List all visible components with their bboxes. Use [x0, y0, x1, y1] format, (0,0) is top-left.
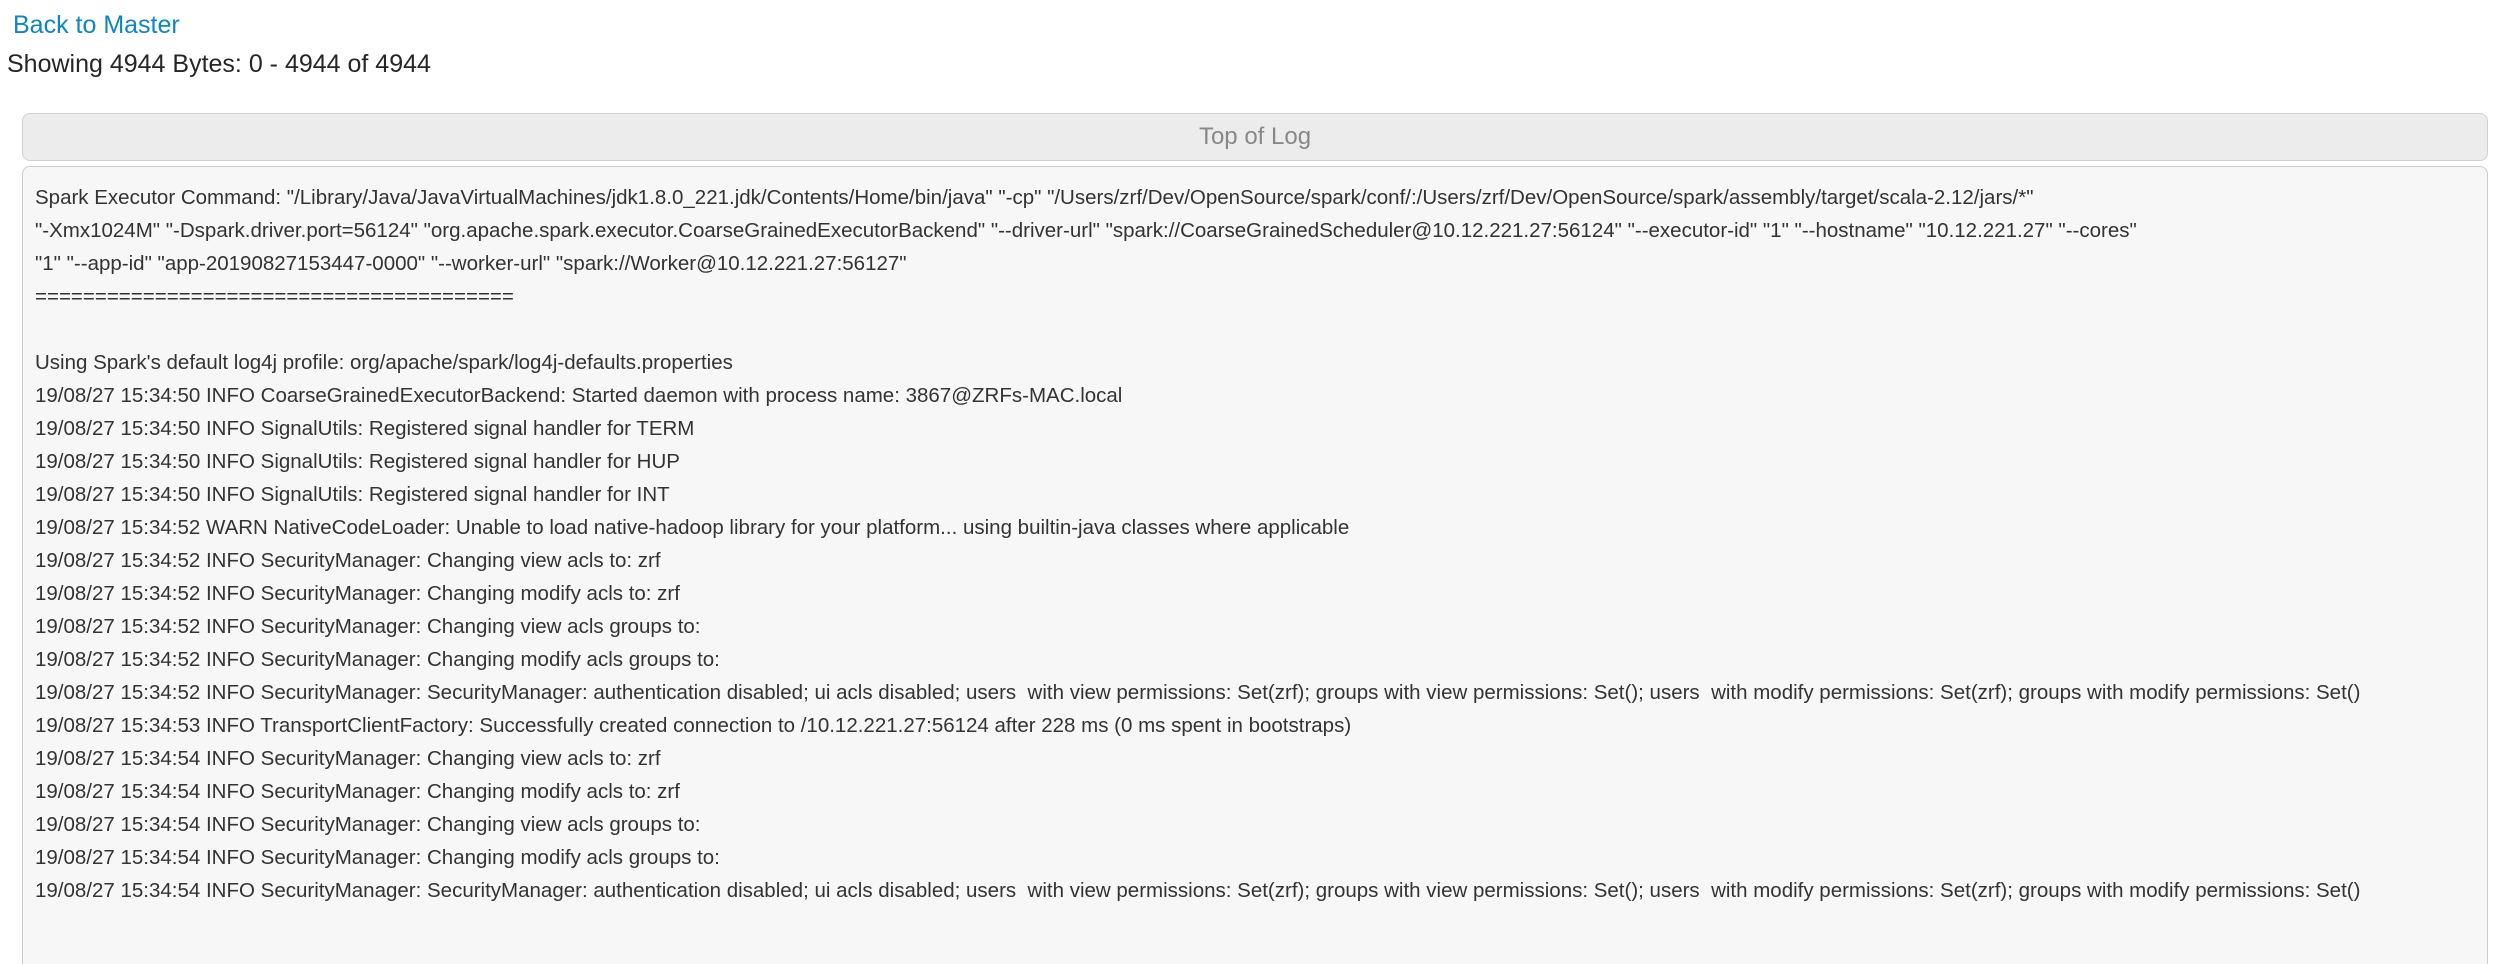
log-content	[22, 166, 2488, 964]
log-line	[35, 313, 2475, 346]
log-line: ========================================	[35, 285, 514, 308]
log-line: "-Xmx1024M" "-Dspark.driver.port=56124" "org.apache.spark.executor.CoarseGrainedExecutorBackend" "--driver-url" "spark://CoarseGrainedScheduler@10.12.221.27:56124" "--executor-id" "1" "--hostname" "10.12.221.27" "--cores"	[35, 219, 2137, 242]
log-line: 19/08/27 15:34:54 INFO SecurityManager: Changing view acls to: zrf	[35, 747, 661, 770]
log-line: 19/08/27 15:34:54 INFO SecurityManager: Changing view acls groups to:	[35, 813, 701, 836]
log-line: 19/08/27 15:34:52 INFO SecurityManager: Changing view acls groups to:	[35, 615, 701, 638]
log-line: 19/08/27 15:34:50 INFO SignalUtils: Registered signal handler for HUP	[35, 450, 680, 473]
log-line: 19/08/27 15:34:52 WARN NativeCodeLoader: Unable to load native-hadoop library for your platform... using builtin-java classes where applicable	[35, 516, 1350, 539]
log-line: 19/08/27 15:34:54 INFO SecurityManager: SecurityManager: authentication disabled; ui acls disabled; users with view permissions: Set(zrf); groups with view permissions: Set(); users with modify permissions: Set(zrf); groups with modify permissions: Set()	[35, 879, 2361, 902]
byte-range-status: Showing 4944 Bytes: 0 - 4944 of 4944	[7, 50, 431, 78]
log-card	[22, 113, 2488, 964]
log-line: 19/08/27 15:34:52 INFO SecurityManager: Changing modify acls to: zrf	[35, 582, 680, 605]
log-line: 19/08/27 15:34:52 INFO SecurityManager: Changing view acls to: zrf	[35, 549, 661, 572]
log-line: 19/08/27 15:34:54 INFO SecurityManager: Changing modify acls to: zrf	[35, 780, 680, 803]
log-line: 19/08/27 15:34:52 INFO SecurityManager: SecurityManager: authentication disabled; ui acls disabled; users with view permissions: Set(zrf); groups with view permissions: Set(); users with modify permissions: Set(zrf); groups with modify permissions: Set()	[35, 681, 2361, 704]
log-line: Spark Executor Command: "/Library/Java/JavaVirtualMachines/jdk1.8.0_221.jdk/Contents/Home/bin/java" "-cp" "/Users/zrf/Dev/OpenSource/spark/conf/:/Users/zrf/Dev/OpenSource/spark/assembly/target/scala-2.12/jars/*"	[35, 186, 2034, 209]
log-line: 19/08/27 15:34:50 INFO SignalUtils: Registered signal handler for INT	[35, 483, 670, 506]
log-line: 19/08/27 15:34:54 INFO SecurityManager: Changing modify acls groups to:	[35, 846, 720, 869]
back-to-master-link[interactable]: Back to Master	[13, 11, 180, 39]
log-line: 19/08/27 15:34:50 INFO SignalUtils: Registered signal handler for TERM	[35, 417, 695, 440]
log-position-header	[22, 113, 2488, 161]
log-position-header-label: Top of Log	[1198, 123, 1312, 150]
log-line: 19/08/27 15:34:50 INFO CoarseGrainedExecutorBackend: Started daemon with process name: 3867@ZRFs-MAC.local	[35, 384, 1123, 407]
log-line: 19/08/27 15:34:52 INFO SecurityManager: Changing modify acls groups to:	[35, 648, 720, 671]
log-line: 19/08/27 15:34:53 INFO TransportClientFactory: Successfully created connection to /10.12.221.27:56124 after 228 ms (0 ms spent in bootstraps)	[35, 714, 1352, 737]
log-line: "1" "--app-id" "app-20190827153447-0000" "--worker-url" "spark://Worker@10.12.221.27:56127"	[35, 252, 907, 275]
log-line: Using Spark's default log4j profile: org/apache/spark/log4j-defaults.properties	[35, 351, 733, 374]
